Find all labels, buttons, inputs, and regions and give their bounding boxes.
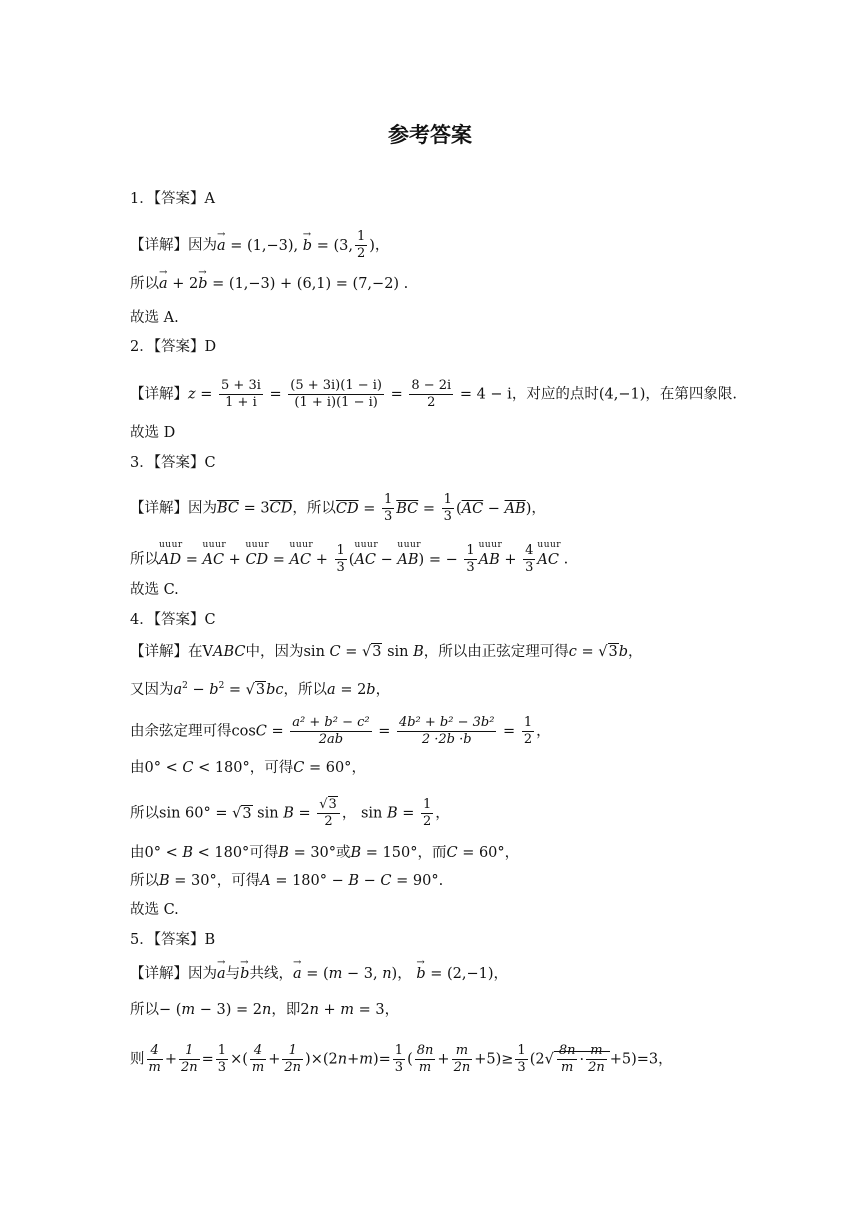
q3-detail-line1: 【详解】因为$\overline{BC} = 3\overline{CD}$，所以$\overline{CD}$ = $\frac{1}{3}$ $\overline{BC}$ = $\frac{1}{3}$ $(\overline{AC} - \overline{AB})$， [130,492,546,524]
q1-line2-prefix: 所以 [130,276,159,292]
q3-detail-line2: 所以uuur AD = uuur AC + uuur CD = uuur AC + $\frac{1}{3}$ (uuur AC − uuur AB) = − $\frac{1}{3}$ uuur AB + $\frac{4}{3}$ uuur AC . [130,543,568,576]
q4-detail-line7: 所以B = 30°，可得A = 180° − B − C = 90°. [130,873,444,889]
q4-line2-b: ，所以 [283,681,328,698]
q4-detail-line1: 【详解】在VABC中，因为sin C = √3 sin B，所以由正弦定理可得c = √3b， [130,644,643,660]
q4-line6-d: ，而 [417,845,447,861]
q2-detail-prefix: 【详解】 [130,386,188,403]
q5-text-a: 【详解】因为 [130,966,217,982]
q4-detail-line3: 由余弦定理可得cosC = $\frac{\text{a² + b² − c²}}{2ab}$ = $\frac{\text{4b² + b² − 3b²}}{2 \cdot 2b \cdot b}$ = $\frac{1}{2}$ ， [130,715,551,747]
q5-line3-a: 则 [130,1051,145,1068]
q5-detail-line3: 则 $\frac{4}{m}$ + $\frac{1}{2n}$ = $\frac{1}{3}$ ×( $\frac{4}{m}$ + $\frac{1}{2n}$ )×(2n+m)= $\frac{1}{3}$ ( $\frac{8n}{m}$ + $\frac{m}{2n}$ +5)≥ $\frac{1}{3}$ (2√ $\frac{8n}{m}$ · $\frac{m}{2n}$ +5)=3， [130,1043,673,1075]
q5-text-b: 与 [225,966,241,982]
q5-text-c: 共线， [249,966,293,982]
q4-text-c: ，所以由正弦定理可得 [423,644,569,660]
q4-line6-a: 由 [130,845,145,861]
q5-detail-line2: 所以− (m − 3) = 2n，即2n + m = 3， [130,1002,400,1018]
q1-choice: 故选 A. [130,310,179,326]
q3-detail-prefix: 【详解】因为 [130,500,217,517]
page-title: 参考答案 [388,123,472,147]
q5-line2-a: 所以 [130,1002,159,1018]
q4-line2-a: 又因为 [130,681,174,698]
q2-detail-line1: 【详解】z = $\frac{5 + 3i}{1 + i}$ = $\frac{(5 + 3i)(1 - i)}{(1 + i)(1 - i)}$ = $\frac{8 - 2i}{2}$ = 4 − i，对应的点时(4,−1)，在第四象限. [130,378,737,410]
q3-header: 3．【答案】C [130,455,216,471]
q1-header: 1．【答案】A [130,191,215,207]
q4-detail-line5: 所以sin 60° = √3 sin B = $\frac{√3}{2}$ ， sin B = $\frac{1}{2}$ ， [130,797,450,829]
q4-line6-c: 或 [336,845,351,861]
q4-line3-a: 由余弦定理可得 [130,723,232,740]
q4-text-a: 【详解】在V [130,644,213,660]
q5-detail-line1: 【详解】因为→ a与→ b共线，→ a = (m − 3, n)， → b = (2,−1)， [130,964,508,984]
q5-header: 5．【答案】B [130,932,216,948]
q5-line2-b: ，即 [271,1002,301,1018]
q1-detail-prefix: 【详解】因为 [130,237,217,254]
q4-text-b: 中，因为 [245,644,304,660]
q4-line6-b: 可得 [249,845,279,861]
q2-choice: 故选 D [130,425,176,441]
q4-detail-line6: 由0° < B < 180°可得B = 30°或B = 150°，而C = 60°， [130,845,520,861]
q4-line4-b: ，可得 [249,760,294,776]
q4-line5-a: 所以 [130,805,159,822]
q3-line2-prefix: 所以 [130,551,159,568]
q2-detail-suffix: ，对应的点时(4,−1)，在第四象限. [511,386,737,403]
q4-detail-line2: 又因为$a^2 - b^2 = √3bc$，所以a = 2b， [130,681,391,698]
q1-detail-line1: 【详解】因为→ a = (1,−3), → b = (3, $\frac{1}{2}$ )， [130,229,389,262]
q4-header: 4．【答案】C [130,612,216,628]
q4-line7-b: ，可得 [216,873,261,889]
q3-choice: 故选 C. [130,582,179,598]
q2-header: 2．【答案】D [130,339,217,355]
q4-line4-a: 由 [130,760,145,776]
q4-choice: 故选 C. [130,902,179,918]
q4-detail-line4: 由0° < C < 180°，可得C = 60°， [130,760,366,776]
q4-line7-a: 所以 [130,873,159,889]
q3-detail-mid: ，所以 [292,500,336,517]
q1-detail-line2: 所以→ a + 2→ b = (1,−3) + (6,1) = (7,−2) . [130,274,408,294]
